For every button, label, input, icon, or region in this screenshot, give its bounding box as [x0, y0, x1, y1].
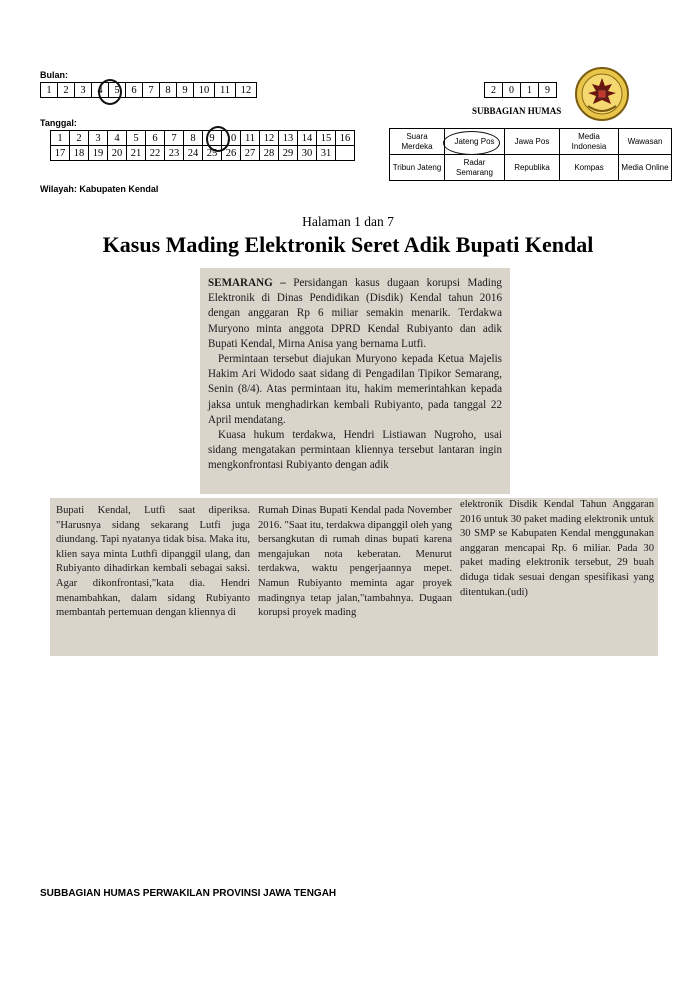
date-cell: 12 — [260, 131, 279, 146]
date-cell: 15 — [317, 131, 336, 146]
column-3: elektronik Disdik Kendal Tahun Anggaran 2016 untuk 30 paket mading elektronik untuk 30 SMP se Kabupaten Kendal menggunakan anggaran mencapai Rp. 6 miliar. Pada 30 paket mading elektronik tersebut, 29 buah diduga tidak sesuai dengan spesifikasi yang ditentukan.(udi) — [460, 499, 654, 598]
date-cell: 7 — [165, 131, 184, 146]
date-cell: 27 — [241, 146, 260, 161]
month-cell: 7 — [143, 83, 160, 98]
year-digit-cell: 1 — [521, 83, 539, 98]
publication-table — [389, 128, 672, 181]
date-cell: 24 — [184, 146, 203, 161]
date-cell: 29 — [279, 146, 298, 161]
date-cell: 3 — [89, 131, 108, 146]
month-cell: 6 — [126, 83, 143, 98]
date-cell: 4 — [108, 131, 127, 146]
date-cell: 22 — [146, 146, 165, 161]
date-cell: 21 — [127, 146, 146, 161]
publication-cell: Jawa Pos — [505, 129, 560, 155]
clipping-columns — [50, 498, 658, 656]
selected-publication-circle — [443, 131, 500, 155]
clipping-intro — [200, 268, 510, 494]
date-cell: 28 — [260, 146, 279, 161]
publication-cell: Republika — [505, 155, 560, 181]
date-cell — [336, 146, 355, 161]
year-digit-cell: 0 — [503, 83, 521, 98]
date-cell: 6 — [146, 131, 165, 146]
month-cell: 8 — [160, 83, 177, 98]
month-cell: 2 — [58, 83, 75, 98]
publication-cell: Media Indonesia — [560, 129, 619, 155]
date-cell: 19 — [89, 146, 108, 161]
year-box — [484, 82, 557, 98]
publication-cell: Wawasan — [619, 129, 672, 155]
date-cell: 30 — [298, 146, 317, 161]
month-cell: 10 — [194, 83, 215, 98]
date-cell: 1 — [51, 131, 70, 146]
tanggal-label: Tanggal: — [40, 118, 77, 128]
column-2: Rumah Dinas Bupati Kendal pada November 2016. "Saat itu, terdakwa dipanggil oleh yang bersangkutan di rumah dinas bupati karena mengajukan nota keberatan. Menurut terdakwa, waktu pengerjaannya mepet. Namun Rubiyanto meminta agar proyek madingnya tetap jalan,"tambahnya. Dugaan korupsi proyek mading — [258, 505, 452, 619]
publication-cell: Suara Merdeka — [390, 129, 445, 155]
publication-cell: Kompas — [560, 155, 619, 181]
date-cell: 8 — [184, 131, 203, 146]
department-label: SUBBAGIAN HUMAS — [472, 106, 562, 116]
date-cell: 10 — [222, 131, 241, 146]
date-cell: 25 — [203, 146, 222, 161]
garuda-emblem-icon — [574, 66, 630, 122]
date-cell: 2 — [70, 131, 89, 146]
date-cell: 18 — [70, 146, 89, 161]
page-reference: Halaman 1 dan 7 — [302, 214, 394, 229]
month-cell: 4 — [92, 83, 109, 98]
date-cell: 14 — [298, 131, 317, 146]
intro-paragraph: SEMARANG – Persidangan kasus dugaan korupsi Mading Elektronik di Dinas Pendidikan (Disdik) Kendal tahun 2016 dengan anggaran Rp 6 miliar semakin menarik. Terdakwa Muryono minta anggota DPRD Kendal Rubiyanto dan adik Bupati Kendal, Mirna Anisa yang bernama Lutfi. — [208, 277, 502, 350]
date-cell: 16 — [336, 131, 355, 146]
publication-cell: Radar Semarang — [445, 155, 505, 181]
headline: Kasus Mading Elektronik Seret Adik Bupati Kendal — [102, 232, 594, 257]
year-digit-cell: 2 — [485, 83, 503, 98]
month-cell: 9 — [177, 83, 194, 98]
date-cell: 11 — [241, 131, 260, 146]
date-cell: 13 — [279, 131, 298, 146]
date-cell: 26 — [222, 146, 241, 161]
date-cell: 9 — [203, 131, 222, 146]
column-1: Bupati Kendal, Lutfi saat diperiksa. "Harusnya sidang sekarang Lutfi juga diundang. Tapi nyatanya tidak bisa. Maka itu, klien saya minta Luthfi dipanggil ulang, dan Rubiyanto dihadirkan kembali sebagai saksi. Agar dikonfrontasi,"kata dia. Hendri menambahkan, dalam sidang Rubiyanto membantah pertemuan dengan kliennya di — [56, 505, 250, 619]
year-digit-cell: 9 — [539, 83, 557, 98]
publication-cell: Jateng Pos — [445, 129, 505, 155]
month-cell: 5 — [109, 83, 126, 98]
date-cell: 17 — [51, 146, 70, 161]
month-grid — [40, 82, 257, 98]
wilayah-label: Wilayah: Kabupaten Kendal — [40, 184, 159, 194]
paragraph-2: Permintaan tersebut diajukan Muryono kepada Ketua Majelis Hakim Ari Widodo saat sidang di Pengadilan Tipikor Semarang, Senin (8/4). Atas permintaan itu, hakim memerintahkan kepada jaksa untuk menghadirkan kembali Rubiyanto, pada tanggal 22 April mendatang. — [208, 353, 502, 426]
date-cell: 23 — [165, 146, 184, 161]
selected-date-circle — [206, 126, 230, 152]
selected-month-circle — [98, 79, 122, 105]
paragraph-3: Kuasa hukum terdakwa, Hendri Listiawan Nugroho, usai sidang mengatakan permintaan kliennya tersebut lantaran ingin mengkonfrontasi Rubiyanto dengan adik — [208, 429, 502, 472]
date-cell: 31 — [317, 146, 336, 161]
month-cell: 12 — [236, 83, 257, 98]
date-cell: 5 — [127, 131, 146, 146]
date-cell: 20 — [108, 146, 127, 161]
date-grid — [50, 130, 355, 161]
month-cell: 3 — [75, 83, 92, 98]
month-cell: 1 — [41, 83, 58, 98]
publication-cell: Media Online — [619, 155, 672, 181]
publication-cell: Tribun Jateng — [390, 155, 445, 181]
month-cell: 11 — [215, 83, 236, 98]
footer-text: SUBBAGIAN HUMAS PERWAKILAN PROVINSI JAWA TENGAH — [40, 888, 337, 899]
bulan-label: Bulan: — [40, 70, 68, 80]
